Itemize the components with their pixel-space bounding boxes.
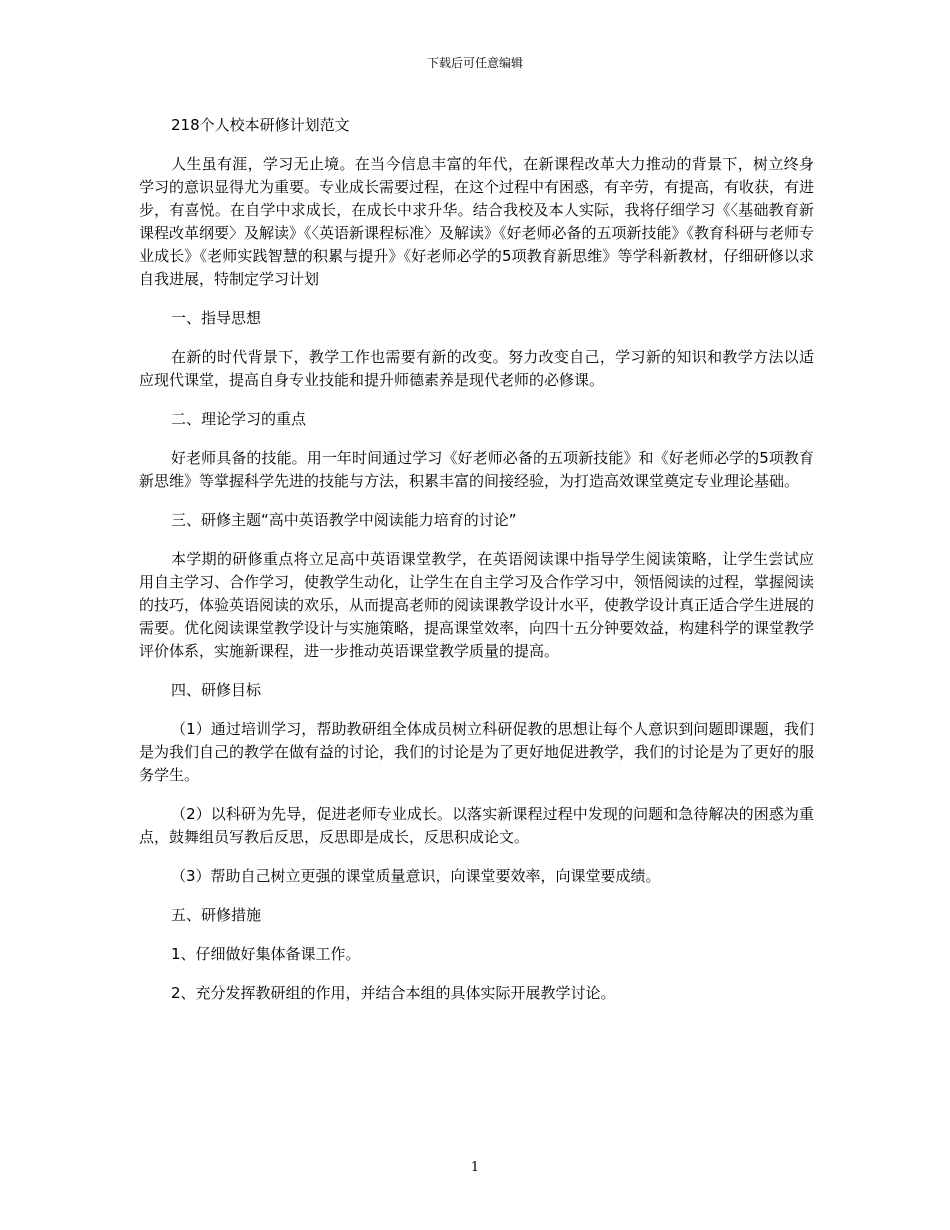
section-2-paragraph: 好老师具备的技能。用一年时间通过学习《好老师必备的五项新技能》和《好老师必学的5项教育新思维》等掌握科学先进的技能与方法，积累丰富的间接经验，为打造高效课堂奠定专业理论基础。 bbox=[139, 449, 814, 490]
measure-item-2: 2、充分发挥教研组的作用，并结合本组的具体实际开展教学讨论。 bbox=[171, 984, 616, 1002]
page-number: 1 bbox=[470, 1160, 480, 1175]
intro-paragraph: 人生虽有涯，学习无止境。在当今信息丰富的年代，在新课程改革大力推动的背景下，树立终身学习的意识显得尤为重要。专业成长需要过程，在这个过程中有困惑，有辛劳，有提高，有收获，有进步，有喜悦。在自学中求成长，在成长中求升华。结合我校及本人实际，我将仔细学习《〈基础教育新课程改革纲要〉及解读》《〈英语新课程标准〉及解读》《好老师必备的五项新技能》《教育科研与老师专业成长》《老师实践智慧的积累与提升》《好老师必学的5项教育新思维》等学科新教材，仔细研修以求自我进展，特制定学习计划 bbox=[139, 155, 815, 288]
page-header: 下载后可任意编辑 bbox=[426, 56, 523, 70]
section-1-paragraph: 在新的时代背景下，教学工作也需要有新的改变。努力改变自己，学习新的知识和教学方法以适应现代课堂，提高自身专业技能和提升师德素养是现代老师的必修课。 bbox=[139, 348, 814, 389]
section-3-paragraph: 本学期的研修重点将立足高中英语课堂教学，在英语阅读课中指导学生阅读策略，让学生尝试应用自主学习、合作学习，使教学生动化，让学生在自主学习及合作学习中，领悟阅读的过程，掌握阅读的技巧，体验英语阅读的欢乐，从而提高老师的阅读课教学设计水平，使教学设计真正适合学生进展的需要。优化阅读课堂教学设计与实施策略，提高课堂效率，向四十五分钟要效益，构建科学的课堂教学评价体系，实施新课程，进一步推动英语课堂教学质量的提高。 bbox=[139, 550, 815, 660]
section-1-heading: 一、指导思想 bbox=[171, 309, 262, 327]
section-4-heading: 四、研修目标 bbox=[171, 681, 262, 699]
document-title: 218个人校本研修计划范文 bbox=[171, 116, 350, 134]
document-body bbox=[139, 114, 814, 1005]
goal-item-3: （3）帮助自己树立更强的课堂质量意识，向课堂要效率，向课堂要成绩。 bbox=[171, 867, 661, 885]
section-3-heading: 三、研修主题“高中英语教学中阅读能力培育的讨论” bbox=[171, 511, 517, 529]
goal-item-2: （2）以科研为先导，促进老师专业成长。以落实新课程过程中发现的问题和急待解决的困惑为重点，鼓舞组员写教后反思，反思即是成长，反思积成论文。 bbox=[139, 805, 814, 846]
measure-item-1: 1、仔细做好集体备课工作。 bbox=[171, 945, 361, 963]
goal-item-1: （1）通过培训学习，帮助教研组全体成员树立科研促教的思想让每个人意识到问题即课题，我们是为我们自己的教学在做有益的讨论，我们的讨论是为了更好地促进教学，我们的讨论是为了更好的服务学生。 bbox=[139, 720, 815, 784]
section-5-heading: 五、研修措施 bbox=[171, 906, 262, 924]
section-2-heading: 二、理论学习的重点 bbox=[171, 410, 307, 428]
